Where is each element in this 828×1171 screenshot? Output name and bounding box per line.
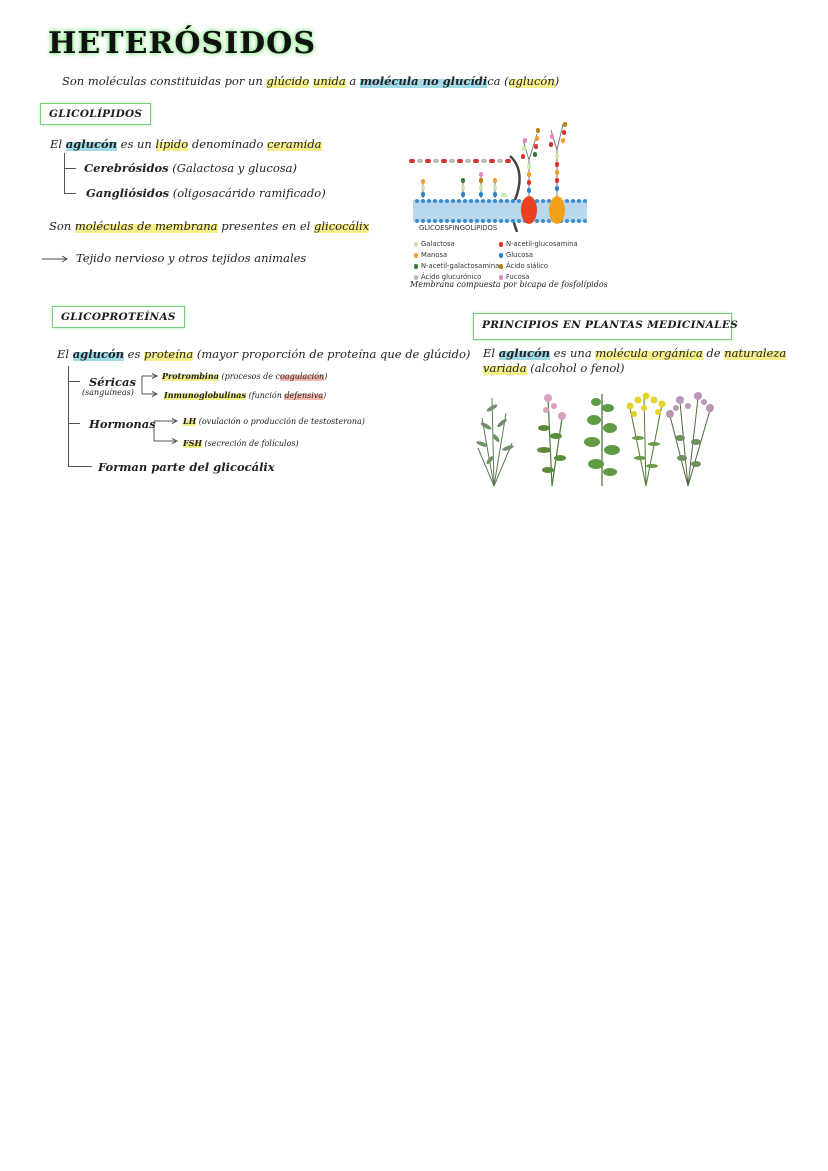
sanguineas-label: (sanguíneas) (82, 388, 134, 397)
inmunoglobulinas-item (164, 390, 326, 400)
plantas-box: PRINCIPIOS EN PLANTAS MEDICINALES (473, 313, 732, 340)
legend-item (414, 251, 447, 259)
text-part: Son (49, 219, 75, 233)
legend-label: Ácido glucurónico (421, 273, 482, 281)
plantas-line2 (483, 361, 624, 375)
legend-label: N-acetil-galactosamina (421, 262, 500, 270)
glicoesfingolipidos-diagram (405, 120, 608, 292)
ceramida-term: ceramida (267, 137, 322, 151)
lipido-term: lípido (155, 137, 189, 151)
legend-swatch (414, 242, 418, 247)
intro-unida: unida (313, 74, 346, 88)
intro-part: ca ( (487, 74, 509, 88)
aglucon-term: aglucón (65, 137, 117, 151)
tree-line (64, 168, 76, 169)
sericas-label: Séricas (89, 375, 136, 389)
aglucon-term: aglucón (72, 347, 124, 361)
legend-swatch (414, 253, 418, 258)
text-part: de (702, 346, 725, 360)
intro-part: ) (554, 74, 560, 88)
glicoproteinas-box: GLICOPROTEÍNAS (52, 306, 185, 328)
legend-swatch (499, 253, 503, 258)
legend-swatch (499, 242, 503, 247)
plantas-line1 (483, 346, 786, 360)
intro-text (62, 74, 559, 88)
lh-term: LH (183, 416, 197, 426)
arrow-line-item (41, 251, 407, 267)
text-part: presentes en el (217, 219, 314, 233)
legend-label: Glucosa (506, 251, 534, 259)
bracket-arrow-icon (150, 417, 184, 447)
fsh-term: FSH (183, 438, 203, 448)
gangliosidos-desc: (oligosacárido ramificado) (169, 186, 326, 200)
defensiva-term: defensiva (284, 391, 324, 400)
moleculas-membrana-term: moléculas de membrana (74, 219, 218, 233)
lh-item (183, 416, 365, 426)
legend-swatch (414, 264, 418, 269)
text-part: ) (323, 391, 327, 400)
cerebrosidos-name: Cerebrósidos (84, 161, 169, 175)
sugar-chain-horizontal (409, 159, 511, 163)
intro-part: a (345, 74, 360, 88)
protrombina-term: Protrombina (162, 371, 219, 381)
legend-item (414, 240, 455, 248)
glicocalix-term: glicocálix (313, 219, 370, 233)
medicinal-plants-illustration (474, 388, 719, 488)
page-title: HETERÓSIDOS (48, 26, 316, 61)
legend-swatch (499, 264, 503, 269)
glicolipidos-line2 (49, 219, 369, 233)
legend-swatch (414, 275, 418, 280)
tree-line (64, 153, 65, 194)
text-part: es (124, 347, 145, 361)
glicoproteinas-line1 (57, 347, 470, 361)
intro-aglucon: aglucón (508, 74, 555, 88)
arrow-right-icon (41, 254, 71, 264)
text-part: denominado (188, 137, 268, 151)
text-part: es una (550, 346, 596, 360)
intro-molecula: molécula no glucídi (359, 74, 488, 88)
membrane-illustration (405, 120, 595, 232)
aglucon-term: aglucón (498, 346, 550, 360)
legend-swatch (499, 275, 503, 280)
tree-line (68, 466, 92, 467)
text-part: es un (117, 137, 156, 151)
variada-term: variada (483, 361, 527, 375)
text-part: (ovulación o producción de testosterona) (196, 417, 365, 426)
text-part: El (483, 346, 499, 360)
legend-item (499, 240, 578, 248)
text-part: ) (324, 372, 328, 381)
cerebrosidos-item (84, 161, 297, 175)
glicolipidos-box: GLICOLÍPIDOS (40, 103, 151, 125)
protrombina-item (162, 371, 327, 381)
text-part: (función (245, 391, 285, 400)
forman-parte-text: Forman parte del glicocálix (98, 460, 275, 474)
inmunoglobulinas-term: Inmunoglobulinas (164, 390, 246, 400)
tree-line (68, 423, 80, 424)
legend-label: Galactosa (421, 240, 455, 248)
rosemary-plant (478, 398, 512, 486)
gangliosidos-name: Gangliósidos (86, 186, 170, 200)
text-part: (alcohol o fenol) (526, 361, 625, 375)
purple-flower-plant (670, 398, 710, 486)
coagulacion-term: oagulación (280, 372, 325, 381)
legend-label: N-acetil-glucosamina (506, 240, 578, 248)
legend-item (414, 262, 499, 270)
proteina-term: proteína (144, 347, 194, 361)
molecula-organica-term: molécula orgánica (595, 346, 703, 360)
tree-line (68, 381, 80, 382)
intro-glucido: glúcido (266, 74, 310, 88)
fsh-item (183, 438, 299, 448)
gangliosidos-item (86, 186, 326, 200)
legend-item (499, 262, 548, 270)
diagram-caption: Membrana compuesta por bicapa de fosfolípidos (410, 280, 608, 289)
tree-line (64, 193, 76, 194)
text-part: (secreción de folículos) (202, 439, 299, 448)
legend-label: Fucosa (506, 273, 530, 281)
intro-part: Son moléculas constituidas por un (62, 74, 267, 88)
text-part: El (50, 137, 66, 151)
naturaleza-term: naturaleza (724, 346, 787, 360)
text-part: (mayor proporción de proteína que de glúcido) (193, 347, 471, 361)
diagram-label: GLICOESFINGOLÍPIDOS (419, 224, 498, 232)
glicolipidos-line1 (50, 137, 322, 151)
legend-label: Manosa (421, 251, 448, 259)
tejido-text: Tejido nervioso y otros tejidos animales (76, 251, 307, 265)
cerebrosidos-desc: (Galactosa y glucosa) (168, 161, 297, 175)
text-part: El (57, 347, 73, 361)
hormonas-label: Hormonas (89, 417, 156, 431)
bracket-arrow-icon (138, 372, 162, 398)
text-part: (procesos de c (218, 372, 281, 381)
legend-label: Ácido siálico (506, 262, 549, 270)
legend-item (499, 251, 533, 259)
